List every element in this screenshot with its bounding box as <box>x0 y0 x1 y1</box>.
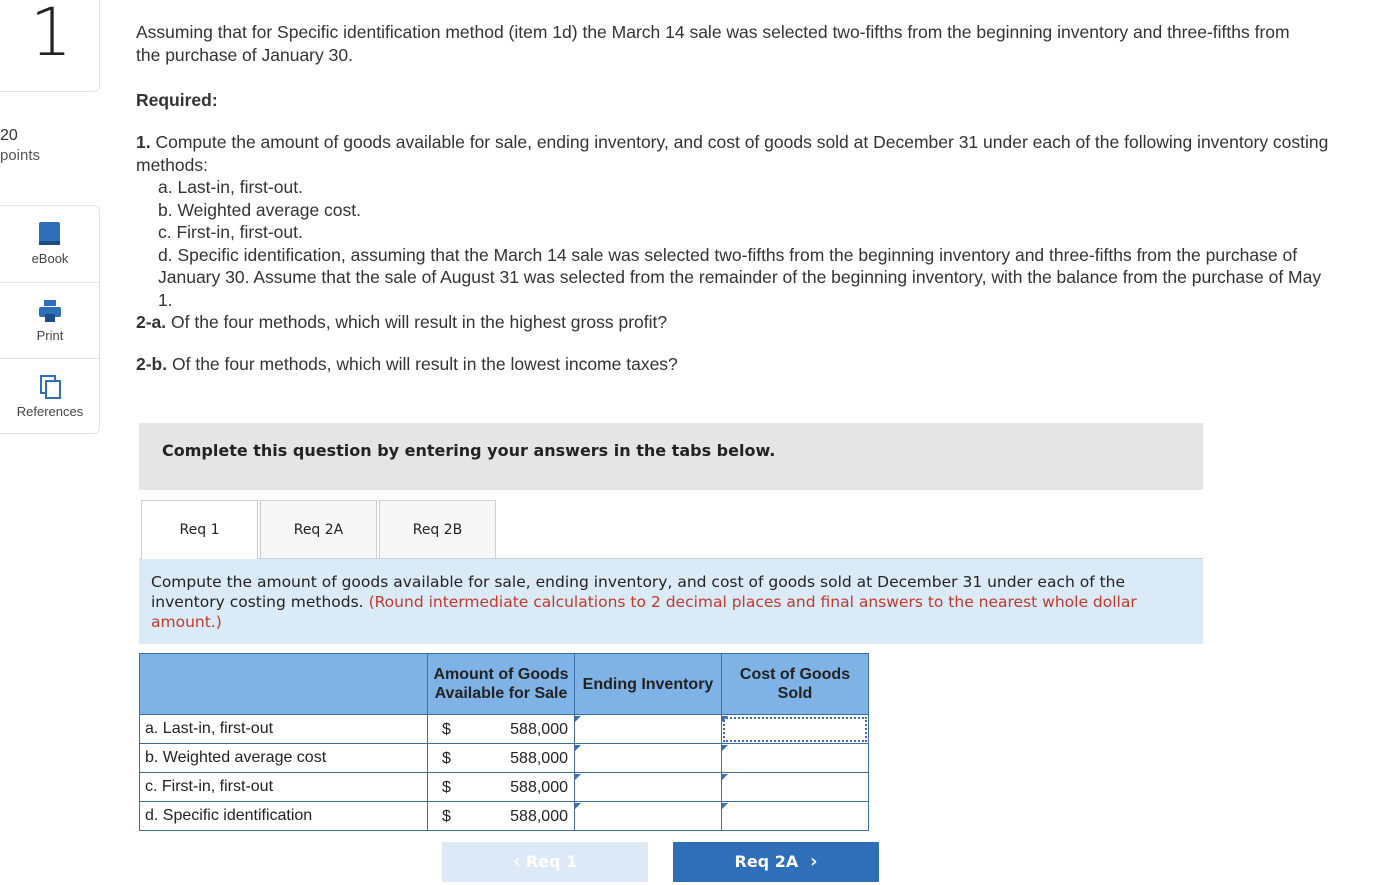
row-label: c. First-in, first-out <box>140 773 428 802</box>
goods-available-value: 588,000 <box>510 721 568 738</box>
cogs-cell <box>722 744 869 773</box>
currency-symbol: $ <box>442 808 451 825</box>
table-header-row <box>140 654 869 715</box>
goods-available-value: 588,000 <box>510 779 568 796</box>
cogs-input[interactable] <box>722 774 868 801</box>
requirement-1-text <box>136 131 1336 176</box>
points-label: points <box>0 147 41 164</box>
requirement-1c: c. First-in, first-out. <box>158 222 303 242</box>
ending-inventory-cell <box>575 773 722 802</box>
goods-available-value: 588,000 <box>510 808 568 825</box>
requirement-2b <box>136 353 678 376</box>
row-label: a. Last-in, first-out <box>140 715 428 744</box>
next-req-button[interactable] <box>673 842 879 882</box>
tab-instructions <box>139 559 1203 644</box>
requirement-2a <box>136 311 667 334</box>
instruction-text: Compute the amount of goods available for sale, ending inventory, and cost of goods sold at December 31 under each of the inventory costing methods. <box>151 573 1126 611</box>
question-number: 1 <box>30 0 72 71</box>
instructions-banner <box>139 423 1203 490</box>
tab-req-2a[interactable]: Req 2A <box>260 500 377 559</box>
currency-symbol: $ <box>442 721 451 738</box>
goods-available-cell <box>428 715 575 744</box>
answer-table <box>139 653 869 831</box>
header-cost-of-goods-sold: Cost of Goods Sold <box>722 654 869 715</box>
ending-inventory-input[interactable] <box>575 716 721 743</box>
currency-symbol: $ <box>442 750 451 767</box>
rounding-note: (Round intermediate calculations to 2 decimal places and final answers to the nearest whole dollar amount.) <box>151 593 1137 631</box>
ending-inventory-cell <box>575 715 722 744</box>
print-icon <box>37 297 63 325</box>
header-ending-inventory: Ending Inventory <box>575 654 722 715</box>
table-row <box>140 802 869 831</box>
goods-available-value: 588,000 <box>510 750 568 767</box>
requirement-1b: b. Weighted average cost. <box>158 199 361 220</box>
header-goods-available: Amount of Goods Available for Sale <box>428 654 575 715</box>
print-button[interactable] <box>0 282 100 358</box>
points-info <box>0 126 40 166</box>
goods-available-cell <box>428 773 575 802</box>
requirement-1 <box>136 131 1336 311</box>
chevron-right-icon: › <box>803 851 818 872</box>
cogs-cell <box>722 773 869 802</box>
requirement-2a-number: 2-a. <box>136 312 167 332</box>
goods-available-cell <box>428 802 575 831</box>
requirement-1a: a. Last-in, first-out. <box>158 177 303 197</box>
ebook-label: eBook <box>31 251 69 266</box>
references-button[interactable] <box>0 358 100 434</box>
header-method <box>140 654 428 715</box>
row-label: b. Weighted average cost <box>140 744 428 773</box>
table-row <box>140 773 869 802</box>
requirement-2b-number: 2-b. <box>136 354 168 374</box>
question-intro: Assuming that for Specific identification method (item 1d) the March 14 sale was selected two-fifths from the beginning inventory and three-fifths from the purchase of January 30. <box>136 22 1290 65</box>
table-row <box>140 744 869 773</box>
table-row <box>140 715 869 744</box>
requirement-1d: d. Specific identification, assuming that the March 14 sale was selected two-fifths from the beginning inventory and three-fifths from the purchase of January 30. Assume that the sale of August 31 was selected from the remainder of the beginning inventory, with the balance from the purchase of May 1. <box>158 244 1322 310</box>
cogs-cell <box>722 715 869 744</box>
cogs-input[interactable] <box>722 803 868 830</box>
ending-inventory-cell <box>575 802 722 831</box>
ebook-button[interactable] <box>0 206 100 282</box>
ending-inventory-cell <box>575 744 722 773</box>
goods-available-cell <box>428 744 575 773</box>
ending-inventory-input[interactable] <box>575 745 721 772</box>
banner-text: Complete this question by entering your answers in the tabs below. <box>162 441 776 460</box>
ending-inventory-input[interactable] <box>575 774 721 801</box>
requirement-1-body: Compute the amount of goods available for sale, ending inventory, and cost of goods sold at December 31 under each of the following inventory costing methods: <box>136 132 1329 175</box>
cogs-cell <box>722 802 869 831</box>
ending-inventory-input[interactable] <box>575 803 721 830</box>
requirement-1-number: 1. <box>136 132 151 152</box>
ebook-icon <box>37 220 63 248</box>
cogs-input[interactable] <box>722 716 868 743</box>
references-icon <box>37 373 63 401</box>
points-value: 20 <box>0 127 18 144</box>
prev-req-label: Req 1 <box>525 852 578 871</box>
requirement-2a-text: Of the four methods, which will result in the highest gross profit? <box>171 312 668 332</box>
references-label: References <box>16 404 84 419</box>
chevron-left-icon: ‹ <box>512 851 521 872</box>
next-req-label: Req 2A <box>734 852 799 871</box>
tab-req-2b[interactable]: Req 2B <box>379 500 496 559</box>
prev-req-button[interactable] <box>442 842 648 882</box>
tab-req-1[interactable]: Req 1 <box>141 500 258 560</box>
cogs-input[interactable] <box>722 745 868 772</box>
currency-symbol: $ <box>442 779 451 796</box>
print-label: Print <box>36 328 64 343</box>
tools-panel <box>0 205 100 434</box>
row-label: d. Specific identification <box>140 802 428 831</box>
requirement-2b-text: Of the four methods, which will result in the lowest income taxes? <box>172 354 678 374</box>
required-heading: Required: <box>136 90 218 110</box>
question-number-box <box>0 0 100 92</box>
